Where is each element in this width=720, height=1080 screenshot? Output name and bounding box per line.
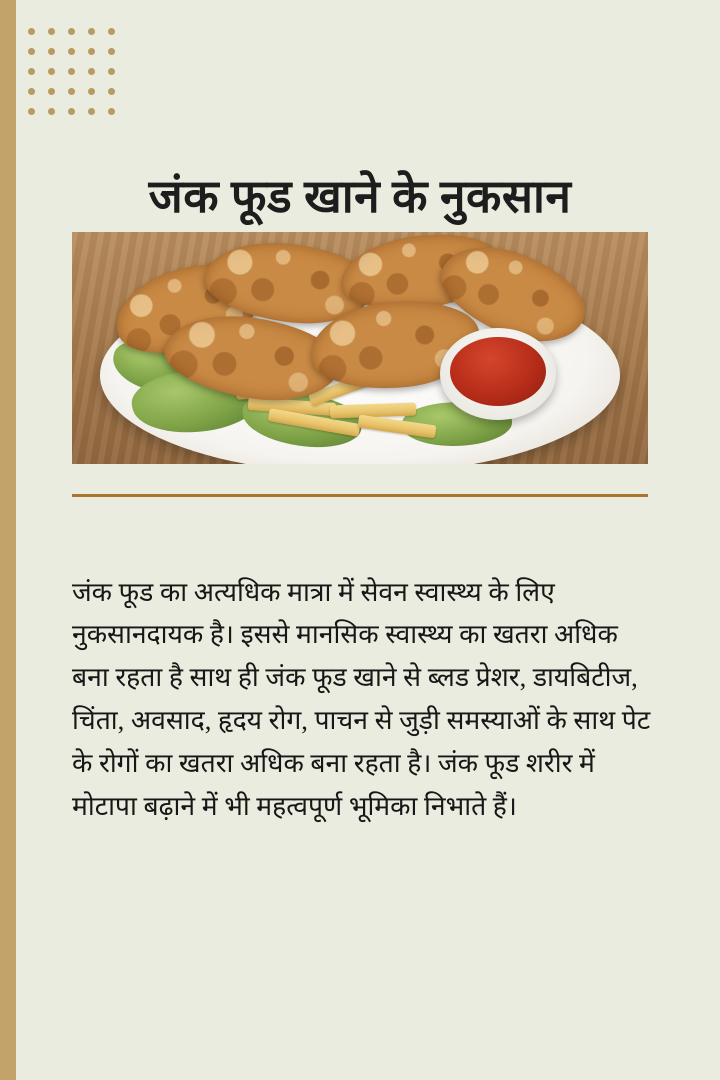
dot	[68, 48, 75, 55]
dot	[28, 48, 35, 55]
dot	[88, 108, 95, 115]
dot	[68, 68, 75, 75]
page-title: जंक फूड खाने के नुकसान	[148, 170, 572, 222]
left-accent-bar	[0, 0, 16, 1080]
tomato-sauce	[450, 337, 546, 406]
dot	[108, 88, 115, 95]
section-divider	[72, 494, 648, 497]
dot	[88, 28, 95, 35]
dot	[48, 48, 55, 55]
article-body: जंक फूड का अत्यधिक मात्रा में सेवन स्वास्थ्य के लिए नुकसानदायक है। इससे मानसिक स्वास्थ्य का खतरा अधिक बना रहता है साथ ही जंक फूड खाने से ब्लड प्रेशर, डायबिटीज, चिंता, अवसाद, हृदय रोग, पाचन से जुड़ी समस्याओं के साथ पेट के रोगों का खतरा अधिक बना रहता है। जंक फूड शरीर में मोटापा बढ़ाने में भी महत्वपूर्ण भूमिका निभाते हैं।	[72, 576, 651, 822]
dot	[108, 48, 115, 55]
dot	[108, 68, 115, 75]
dot	[28, 88, 35, 95]
dot	[68, 108, 75, 115]
dot	[48, 88, 55, 95]
dot	[88, 88, 95, 95]
dot	[28, 68, 35, 75]
dot	[28, 28, 35, 35]
dot-grid-decoration	[28, 28, 128, 128]
dot	[48, 108, 55, 115]
dot	[108, 28, 115, 35]
dot	[28, 108, 35, 115]
dot	[108, 108, 115, 115]
dot	[68, 28, 75, 35]
dot	[88, 48, 95, 55]
dot	[48, 28, 55, 35]
sauce-cup	[440, 328, 556, 420]
dot	[68, 88, 75, 95]
article-image	[72, 232, 648, 464]
dot	[48, 68, 55, 75]
fried-chicken-photo	[72, 232, 648, 464]
dot	[88, 68, 95, 75]
